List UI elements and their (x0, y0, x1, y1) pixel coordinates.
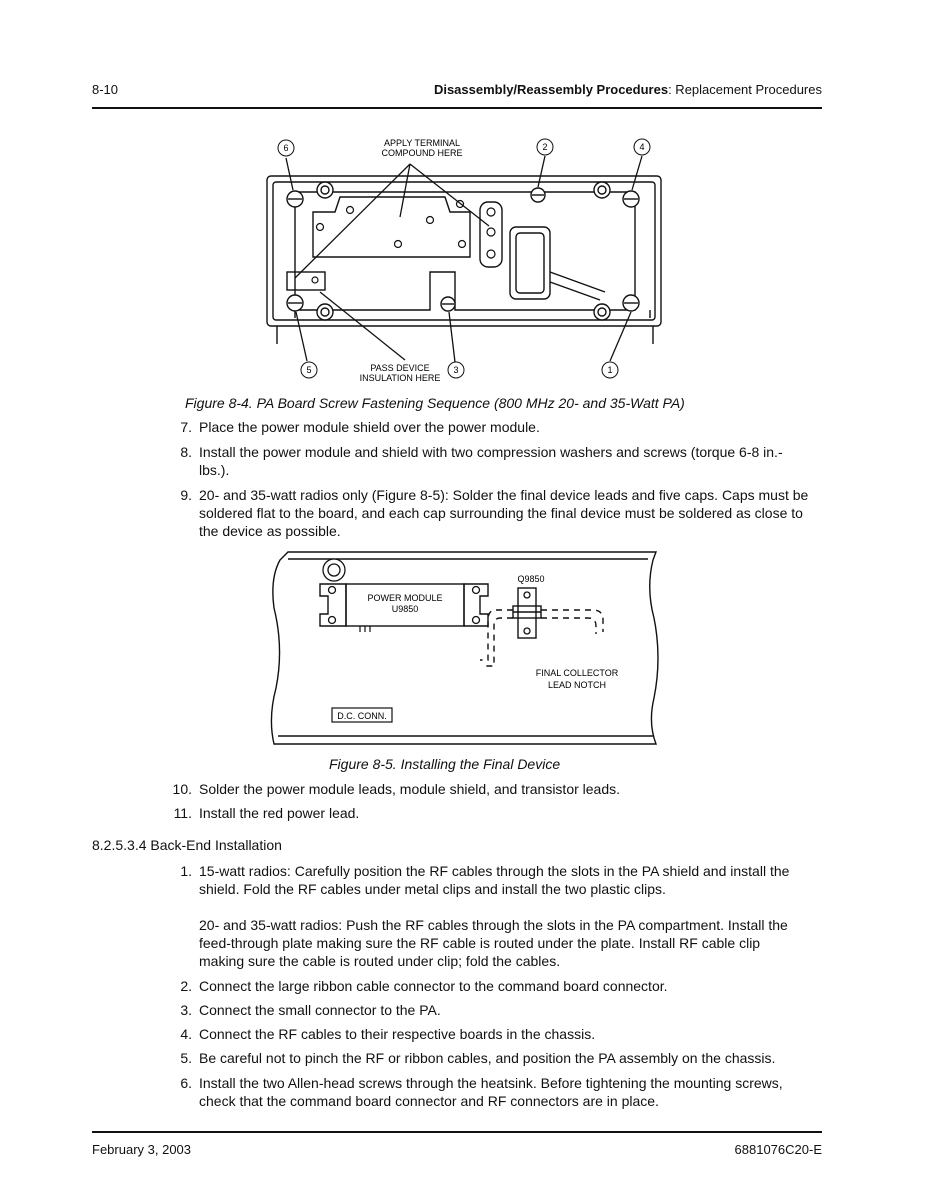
screw-callout-6: 6 (283, 143, 289, 153)
pass-label-2: INSULATION HERE (359, 373, 441, 383)
power-module-ref: U9850 (391, 604, 419, 614)
pass-label-1: PASS DEVICE (370, 363, 430, 373)
running-header (434, 82, 822, 97)
footer-date: February 3, 2003 (92, 1142, 192, 1157)
apply-label-2: COMPOUND HERE (381, 148, 463, 158)
final-collector-label-2: LEAD NOTCH (547, 680, 607, 690)
figure-8-4-diagram (255, 132, 675, 387)
page-number: 8-10 (92, 82, 119, 97)
header-rule (92, 107, 822, 109)
figure-8-4-caption: Figure 8-4. PA Board Screw Fastening Sequence (800 MHz 20- and 35-Watt PA) (185, 395, 685, 411)
figure-8-5-diagram (268, 548, 663, 750)
screw-callout-3: 3 (453, 365, 459, 375)
final-collector-label-1: FINAL COLLECTOR (535, 668, 619, 678)
power-module-label: POWER MODULE (367, 593, 443, 603)
q9850-label: Q9850 (517, 574, 545, 584)
screw-callout-2: 2 (542, 142, 548, 152)
screw-callout-5: 5 (306, 365, 312, 375)
running-header-rest: : Replacement Procedures (668, 82, 822, 97)
section-heading: 8.2.5.3.4 Back-End Installation (92, 837, 282, 853)
dc-conn-label: D.C. CONN. (337, 711, 387, 721)
apply-label-1: APPLY TERMINAL (383, 138, 461, 148)
screw-callout-1: 1 (607, 365, 613, 375)
footer-doc-number: 6881076C20-E (734, 1142, 822, 1157)
screw-callout-4: 4 (639, 142, 645, 152)
running-header-bold: Disassembly/Reassembly Procedures (433, 82, 669, 97)
footer-rule (92, 1131, 822, 1133)
figure-8-5-caption: Figure 8-5. Installing the Final Device (329, 756, 561, 772)
